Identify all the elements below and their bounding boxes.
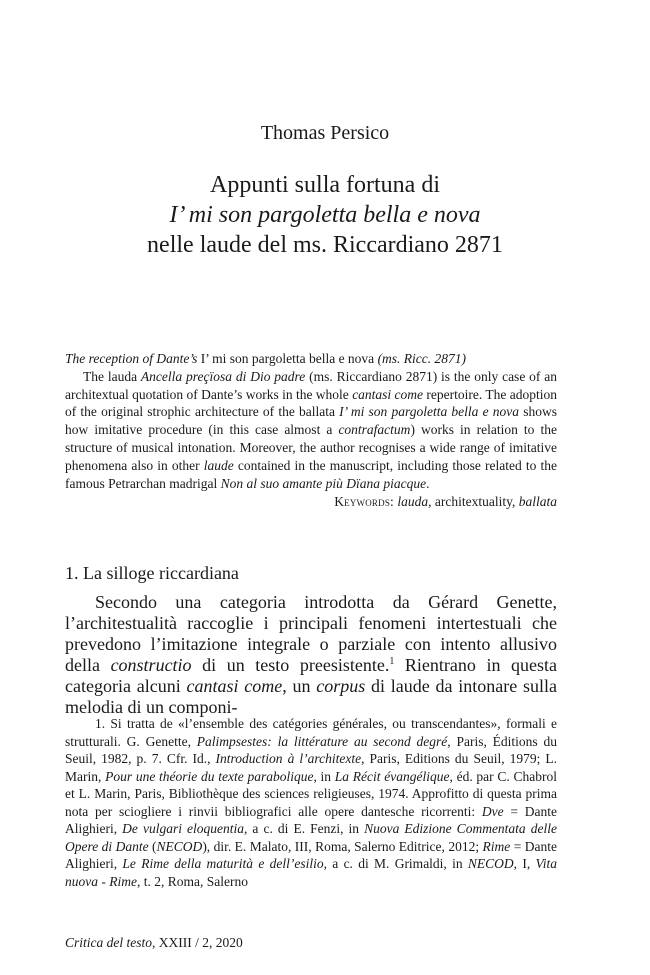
text-run: 1. Si tratta de «l’ensemble des catégories générales, ou transcendantes», formali e strutturali. G. Genette, bbox=[65, 716, 557, 749]
author-name: Thomas Persico bbox=[260, 122, 390, 144]
text-run: , a c. di M. Grimaldi, in bbox=[323, 856, 468, 871]
text-run: The lauda bbox=[83, 368, 141, 384]
text-run: , un bbox=[282, 676, 317, 696]
text-run: , éd. par C. Chabrol et L. Marin, Paris, Bibliothèque des sciences religieuses, 1974. Approfitto di questa prima nota per sciogliere i rinvii bibliografici alle opere dantesche ricorrenti: bbox=[65, 768, 557, 819]
title-line-3: nelle laude del ms. Riccardiano 2871 bbox=[147, 232, 503, 258]
abstract-body bbox=[65, 368, 557, 493]
italic-text: De vulgari eloquentia bbox=[122, 821, 244, 836]
italic-text: Non al suo amante più Dïana piacque bbox=[220, 475, 427, 491]
text-run: , in bbox=[313, 768, 335, 784]
text-run: , XXIII / 2, 2020 bbox=[152, 935, 243, 950]
keywords-list bbox=[394, 494, 557, 509]
italic-text: Vita nuova - Rime bbox=[65, 856, 558, 889]
text-run: Secondo una categoria introdotta da Gérard Genette, l’architestualità raccoglie i principali fenomeni intertestuali che prevedono l’imitazione integrale o parziale con intento allusivo della bbox=[65, 592, 557, 675]
footnote-marker: 1 bbox=[389, 656, 395, 667]
abstract-heading bbox=[65, 350, 557, 368]
keywords-label: Keywords: bbox=[334, 494, 394, 510]
text-run: di un testo preesistente. bbox=[191, 655, 390, 675]
text-run: ), dir. E. Malato, III, Roma, Salerno Editrice, 2012; bbox=[202, 838, 483, 854]
text-run: , I, bbox=[513, 856, 536, 871]
italic-text: Critica del testo bbox=[65, 935, 152, 950]
title-line-1: Appunti sulla fortuna di bbox=[210, 172, 440, 198]
italic-text: The reception of Dante’s bbox=[65, 351, 201, 366]
italic-text: laude bbox=[203, 457, 234, 473]
footnote-1 bbox=[65, 715, 557, 890]
italic-text: Pour une théorie du texte parabolique bbox=[105, 768, 314, 784]
italic-text: corpus bbox=[316, 676, 366, 696]
body-paragraph bbox=[65, 592, 557, 718]
text-run: contained in the manuscript, including those related to the famous Petrarchan madrigal bbox=[65, 457, 557, 491]
text-run: Rientrano in questa categoria alcuni bbox=[65, 655, 557, 696]
text-run: . bbox=[426, 475, 430, 491]
italic-text: Rime bbox=[482, 838, 511, 854]
text-run: ( bbox=[148, 838, 157, 854]
text-run: I’ mi son pargoletta bella e nova bbox=[200, 351, 375, 366]
italic-text: Palimpsestes: la littérature au second degré bbox=[196, 733, 448, 749]
section-heading: 1. La silloge riccardiana bbox=[65, 563, 239, 583]
italic-text: Le Rime della maturità e dell’esilio bbox=[122, 856, 324, 871]
italic-text: cantasi come bbox=[352, 386, 424, 402]
journal-footer bbox=[65, 935, 243, 951]
italic-text: I’ mi son pargoletta bella e nova bbox=[339, 404, 520, 420]
italic-text: constructio bbox=[110, 655, 192, 675]
italic-text: Nuova Edizione Commentata delle Opere di Dante bbox=[65, 821, 557, 854]
text-run: , t. 2, Roma, Salerno bbox=[136, 873, 248, 889]
text-run: = Dante Alighieri, bbox=[65, 803, 557, 836]
italic-text: lauda bbox=[397, 494, 429, 510]
text-run: = Dante Alighieri, bbox=[65, 838, 557, 871]
text-run: , a c. di E. Fenzi, in bbox=[244, 821, 365, 836]
italic-text: cantasi come bbox=[186, 676, 283, 696]
text-run: , Paris, Éditions du Seuil, 1982, p. 7. Cfr. Id., bbox=[65, 733, 557, 766]
italic-text: Ancella preçïosa di Dio padre bbox=[140, 368, 306, 384]
text-run: , Paris, Editions du Seuil, 1979; L. Marin, bbox=[65, 751, 557, 784]
italic-text: Dve bbox=[481, 803, 504, 819]
keywords-line bbox=[65, 493, 557, 511]
text-run: (ms. Riccardiano 2871) is the only case of an architextual quotation of Dante’s works in the whole bbox=[65, 368, 557, 402]
italic-text: ballata bbox=[518, 494, 557, 510]
italic-text: NECOD bbox=[467, 856, 514, 871]
italic-text: contrafactum bbox=[338, 422, 411, 438]
abstract bbox=[65, 350, 557, 511]
italic-text: NECOD bbox=[156, 838, 203, 854]
text-run: ) works in relation to the structure of musical intonation. Moreover, the author recognises a wide range of imitative phenomena also in other bbox=[65, 422, 557, 473]
article-title bbox=[0, 170, 650, 260]
text-run: repertoire. The adoption of the original strophic architecture of the ballata bbox=[65, 386, 557, 420]
italic-text: Introduction à l’architexte bbox=[215, 751, 362, 766]
title-line-2: I’ mi son pargoletta bella e nova bbox=[169, 202, 481, 228]
text-run: di laude da intonare sulla melodia di un componi- bbox=[65, 676, 558, 717]
italic-text: (ms. Ricc. 2871) bbox=[374, 351, 467, 366]
italic-text: La Récit évangélique bbox=[334, 768, 450, 784]
text-run: shows how imitative procedure (in this case almost a bbox=[65, 404, 557, 438]
text-run: , architextuality, bbox=[428, 494, 519, 510]
